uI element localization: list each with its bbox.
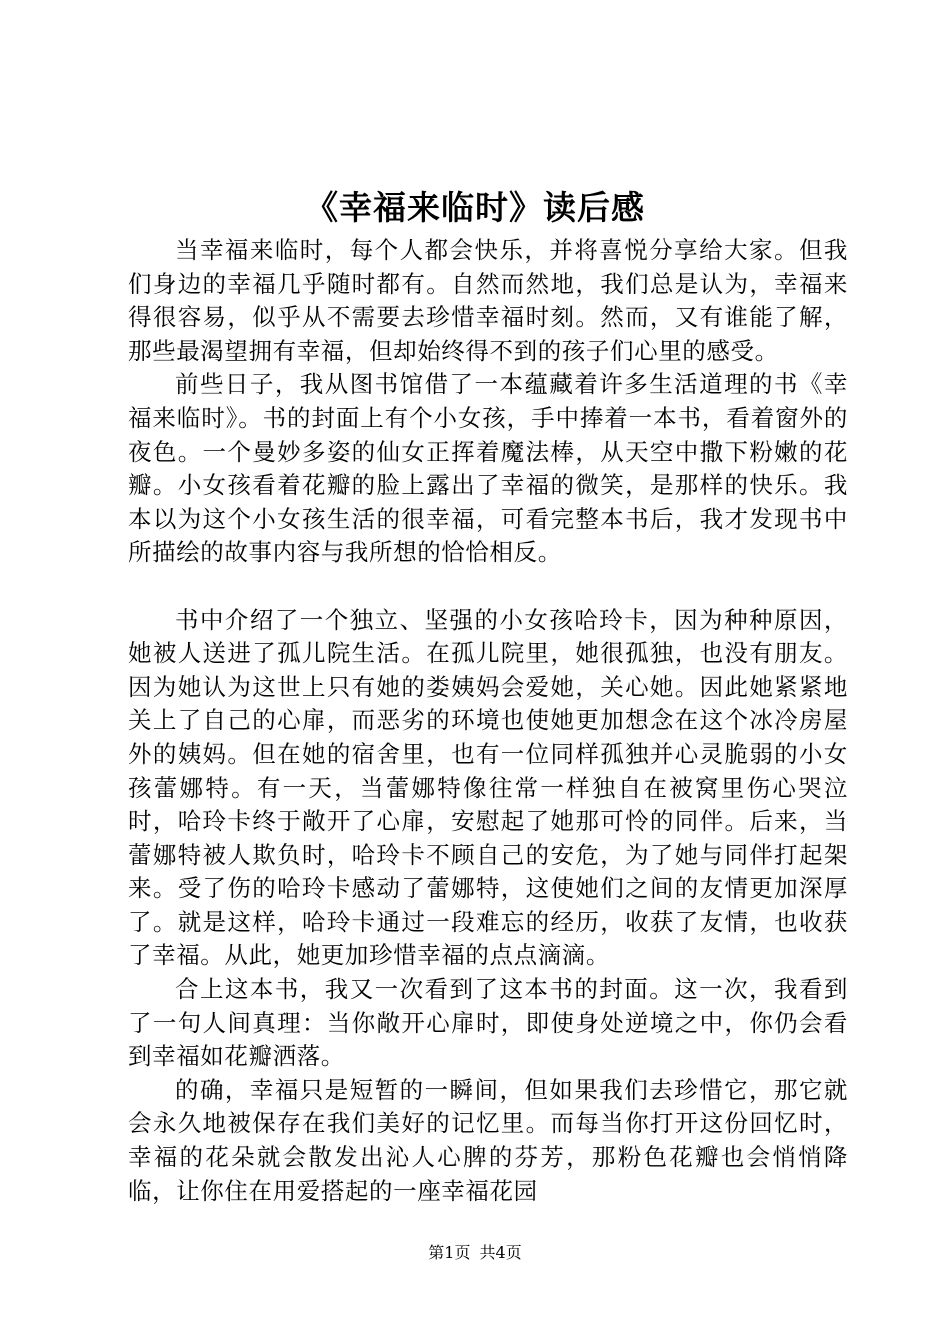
paragraph-3: 书中介绍了一个独立、坚强的小女孩哈玲卡，因为种种原因，她被人送进了孤儿院生活。在孤儿院里，她很孤独，也没有朋友。因为她认为这世上只有她的娄姨妈会爱她，关心她。因此她紧紧地关上了自己的心扉，而恶劣的环境也使她更加想念在这个冰冷房屋外的姨妈。但在她的宿舍里，也有一位同样孤独并心灵脆弱的小女孩蕾娜特。有一天，当蕾娜特像往常一样独自在被窝里伤心哭泣时，哈玲卡终于敞开了心扉，安慰起了她那可怜的同伴。后来，当蕾娜特被人欺负时，哈玲卡不顾自己的安危，为了她与同伴打起架来。受了伤的哈玲卡感动了蕾娜特，这使她们之间的友情更加深厚了。就是这样，哈玲卡通过一段难忘的经历，收获了友情，也收获了幸福。从此，她更加珍惜幸福的点点滴滴。 [128,605,848,970]
paragraph-1: 当幸福来临时，每个人都会快乐，并将喜悦分享给大家。但我们身边的幸福几乎随时都有。自然而然地，我们总是认为，幸福来得很容易，似乎从不需要去珍惜幸福时刻。然而，又有谁能了解，那些最渴望拥有幸福，但却始终得不到的孩子们心里的感受。 [128,236,848,365]
document-title: 《幸福来临时》读后感 [305,188,645,227]
document-body [128,234,848,1208]
paragraph-4: 合上这本书，我又一次看到了这本书的封面。这一次，我看到了一句人间真理：当你敞开心扉时，即使身处逆境之中，你仍会看到幸福如花瓣洒落。 [128,975,848,1071]
paragraph-2: 前些日子，我从图书馆借了一本蕴藏着许多生活道理的书《幸福来临时》。书的封面上有个小女孩，手中捧着一本书，看着窗外的夜色。一个曼妙多姿的仙女正挥着魔法棒，从天空中撒下粉嫩的花瓣。小女孩看着花瓣的脸上露出了幸福的微笑，是那样的快乐。我本以为这个小女孩生活的很幸福，可看完整本书后，我才发现书中所描绘的故事内容与我所想的恰恰相反。 [128,370,848,567]
page-number-footer: 第1页 共4页 [428,1243,522,1262]
paragraph-5: 的确，幸福只是短暂的一瞬间，但如果我们去珍惜它，那它就会永久地被保存在我们美好的记忆里。而每当你打开这份回忆时，幸福的花朵就会散发出沁人心脾的芬芳，那粉色花瓣也会悄悄降临，让你住在用爱搭起的一座幸福花园 [128,1075,848,1205]
